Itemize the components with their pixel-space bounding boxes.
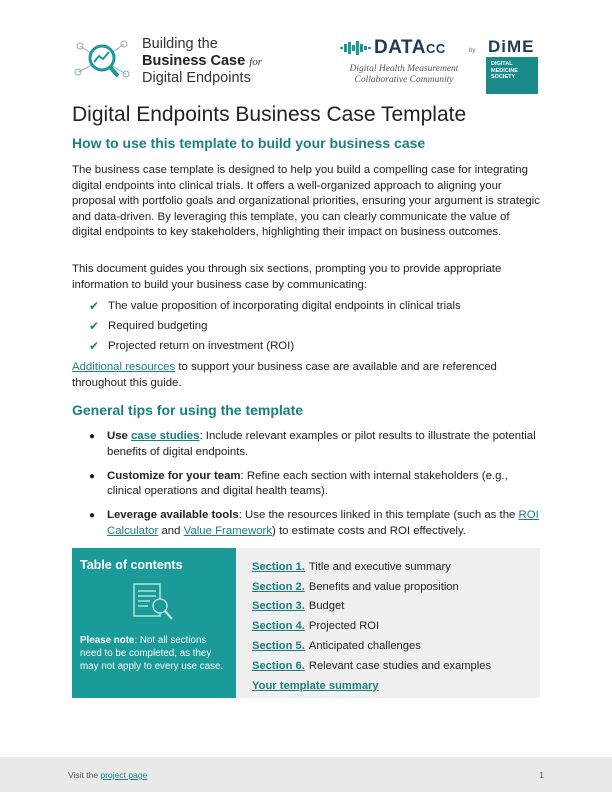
toc-item[interactable]: Section 4. Projected ROI [252,620,380,633]
toc-section-link[interactable]: Section 6. [252,659,305,672]
toc-sidebar [72,548,236,698]
guide-paragraph: This document guides you through six sections, prompting you to provide appropriate information to build your business case by communicating: [72,263,502,291]
project-logo-text [142,36,262,87]
logo-line2: Business Case [142,52,246,69]
document-search-icon [128,580,178,624]
dime-wordmark: DiME [488,37,535,56]
intro-paragraph: The business case template is designed to help you build a compelling case for integrating digital endpoints into clinical trials. It offers a well-organized approach to aligning your proposal with portfolio goals and organizational priorities, ensuring your argument is strategic and data-driven. By leveraging this template, you can clearly communicate the value of digital endpoints to key stakeholders, highlighting their impact on business outcomes. [72,164,540,239]
checkmark-icon: ✔ [89,339,100,353]
by-label: by [469,48,476,54]
roi-calculator-link[interactable]: ROI Calculator [107,509,539,537]
dime-box: DIGITAL MEDICINE SOCIETY [486,57,538,94]
resources-paragraph: Additional resources to support your business case are available and are referenced throughout this guide. [72,361,497,389]
project-page-link[interactable]: project page [100,770,148,780]
toc-item[interactable]: Section 2. Benefits and value proposition [252,580,459,593]
toc-section-link[interactable]: Section 4. [252,620,305,633]
page-number: 1 [539,770,544,780]
toc-note: Please note: Not all sections need to be completed, as they may not apply to every use case. [80,635,224,673]
tip-item: ● Customize for your team: Refine each section with internal stakeholders (e.g., clinical operations and digital health teams). [89,469,508,498]
additional-resources-link[interactable]: Additional resources [72,361,176,373]
value-framework-link[interactable]: Value Framework [183,524,273,537]
logo-line2-italic: for [249,55,263,68]
bullet-icon: ● [89,510,96,522]
bullet-icon: ● [89,470,96,482]
toc-section-link[interactable]: Section 1. [252,560,305,573]
toc-section-link[interactable]: Section 5. [252,640,305,653]
datacc-dots-icon [340,40,372,56]
check-item: ✔ The value proposition of incorporating digital endpoints in clinical trials [89,299,461,313]
toc-section-link[interactable]: Section 2. [252,580,305,593]
toc-list [236,548,540,698]
check-item: ✔ Required budgeting [89,319,208,333]
logo-line3: Digital Endpoints [142,70,251,86]
toc-item[interactable]: Section 5. Anticipated challenges [252,640,421,653]
header [72,28,542,96]
datacc-wordmark: DATACC [374,37,446,58]
tips-list [89,429,544,548]
logo-line1: Building the [142,36,218,52]
case-studies-link[interactable]: case studies [131,430,200,442]
page-title: Digital Endpoints Business Case Template [72,103,467,126]
section-heading-general-tips: General tips for using the template [72,402,304,418]
toc-item[interactable]: Section 6. Relevant case studies and examples [252,659,492,672]
section-heading-how-to-use: How to use this template to build your business case [72,135,426,151]
toc-section-link[interactable]: Section 3. [252,600,305,613]
tip-item: ● Use case studies: Include relevant examples or pilot results to illustrate the potential benefits of digital endpoints. [89,430,536,458]
dime-logo [486,38,540,96]
toc-item[interactable]: Section 1. Title and executive summary [252,560,451,573]
table-of-contents [72,548,540,698]
footer-text: Visit the project page [68,770,148,780]
toc-item[interactable] [252,676,540,696]
checkmark-icon: ✔ [89,299,100,313]
toc-item[interactable]: Section 3. Budget [252,600,345,613]
checkmark-icon: ✔ [89,319,100,333]
chart-magnifier-logo-icon [72,34,132,86]
check-list [89,296,461,356]
check-item: ✔ Projected return on investment (ROI) [89,339,295,353]
tip-item: ● Leverage available tools: Use the resources linked in this template (such as the ROI Calculator and Value Framework) to estimate costs and ROI effectively. [89,509,539,537]
toc-heading: Table of contents [80,558,183,572]
footer [0,757,612,792]
template-summary-link[interactable]: Your template summary [252,679,379,692]
bullet-icon: ● [89,431,96,442]
datacc-logo [340,34,470,94]
datacc-subtitle: Digital Health Measurement Collaborative Community [349,64,459,85]
